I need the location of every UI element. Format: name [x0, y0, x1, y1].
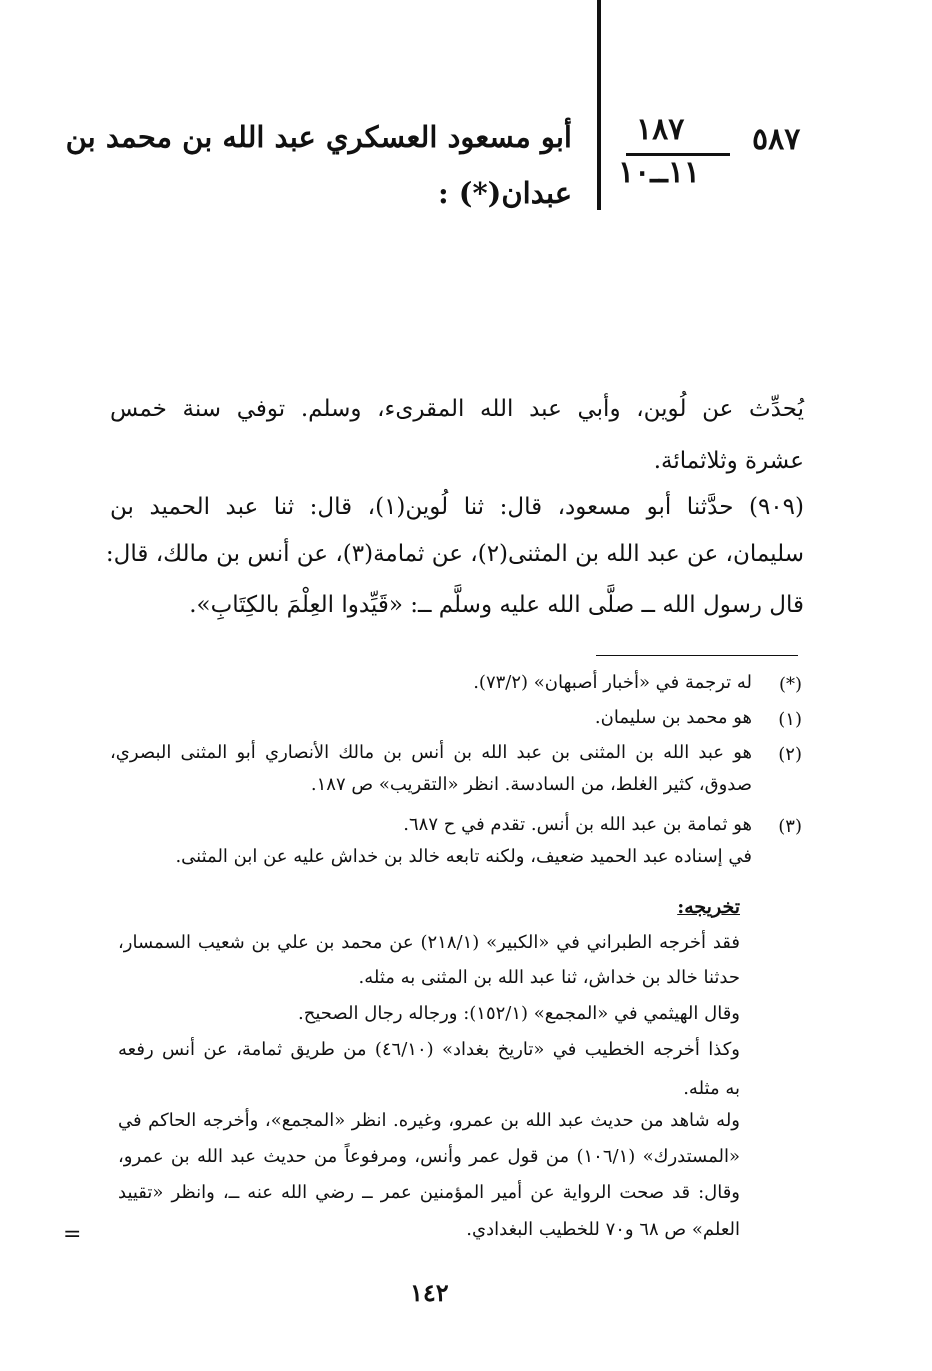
footnote-rule — [596, 655, 798, 656]
body-line: يُحدِّث عن لُوين، وأبي عبد الله المقرىء، وسلم. توفي سنة خمس — [110, 396, 804, 422]
takhrij-line: حدثنا خالد بن خداش، ثنا عبد الله بن المثنى به مثله. — [358, 967, 740, 988]
entry-title-line-1: أبو مسعود العسكري عبد الله بن محمد بن — [65, 120, 572, 154]
takhrij-line: وله شاهد من حديث عبد الله بن عمرو، وغيره. انظر «المجمع»، وأخرجه الحاكم في — [118, 1110, 740, 1131]
hadith-matn-line: قال رسول الله ــ صلَّى الله عليه وسلَّم ــ: «قَيِّدوا العِلْمَ بالكِتَابِ». — [189, 592, 804, 618]
footnote-mark: (*) — [778, 674, 802, 695]
header-divider — [597, 0, 601, 210]
footnote-text: صدوق، كثير الغلط، من السادسة. انظر «التقريب» ص ١٨٧. — [310, 774, 752, 795]
footnote-mark: (١) — [778, 709, 802, 730]
footnote-text: هو عبد الله بن المثنى بن عبد الله بن أنس بن مالك الأنصاري أبو المثنى البصري، — [110, 742, 752, 763]
footnote-mark: (٣) — [778, 816, 802, 837]
takhrij-line: وقال: قد صحت الرواية عن أمير المؤمنين عمر ــ رضي الله عنه ــ، وانظر «تقييد — [118, 1182, 740, 1203]
takhrij-line: العلم» ص ٦٨ و٧٠ للخطيب البغدادي. — [466, 1219, 740, 1240]
footnote-text: هو محمد بن سليمان. — [594, 707, 752, 728]
footnote-text: هو ثمامة بن عبد الله بن أنس. تقدم في ح ٦٨٧. — [403, 814, 752, 835]
hadith-isnad-line: (٩٠٩) حدَّثنا أبو مسعود، قال: ثنا لُوين(١)، قال: ثنا عبد الحميد بن — [110, 494, 804, 520]
takhrij-line: به مثله. — [683, 1078, 740, 1099]
takhrij-line: وقال الهيثمي في «المجمع» (١٥٢/١): ورجاله رجال الصحيح. — [298, 1003, 740, 1024]
takhrij-line: «المستدرك» (١٠٦/١) من قول عمر وأنس، ومرفوعاً من حديث عبد الله بن عمرو، — [118, 1146, 740, 1167]
takhrij-line: فقد أخرجه الطبراني في «الكبير» (٢١٨/١) عن محمد بن علي بن شعيب السمسار، — [118, 932, 741, 953]
page-number: ١٤٢ — [410, 1278, 449, 1307]
hadith-isnad-line: سليمان، عن عبد الله بن المثنى(٢)، عن ثمامة(٣)، عن أنس بن مالك، قال: — [105, 541, 804, 567]
reference-fraction-bottom: ١١ــ١٠ — [618, 155, 701, 190]
takhrij-heading: تخريجه: — [677, 896, 740, 918]
takhrij-line: وكذا أخرجه الخطيب في «تاريخ بغداد» (٤٦/١٠) من طريق ثمامة، عن أنس رفعه — [118, 1039, 740, 1060]
entry-title-line-2: عبدان(*) : — [437, 176, 572, 210]
reference-fraction-top: ١٨٧ — [636, 112, 685, 147]
body-line: عشرة وثلاثمائة. — [653, 448, 804, 474]
footnote-text: له ترجمة في «أخبار أصبهان» (٧٣/٢). — [473, 672, 752, 693]
entry-number: ٥٨٧ — [752, 122, 801, 157]
continuation-mark: = — [63, 1222, 82, 1247]
footnote-mark: (٢) — [778, 744, 802, 765]
footnote-text: في إسناده عبد الحميد ضعيف، ولكنه تابعه خالد بن خداش عليه عن ابن المثنى. — [175, 846, 752, 867]
